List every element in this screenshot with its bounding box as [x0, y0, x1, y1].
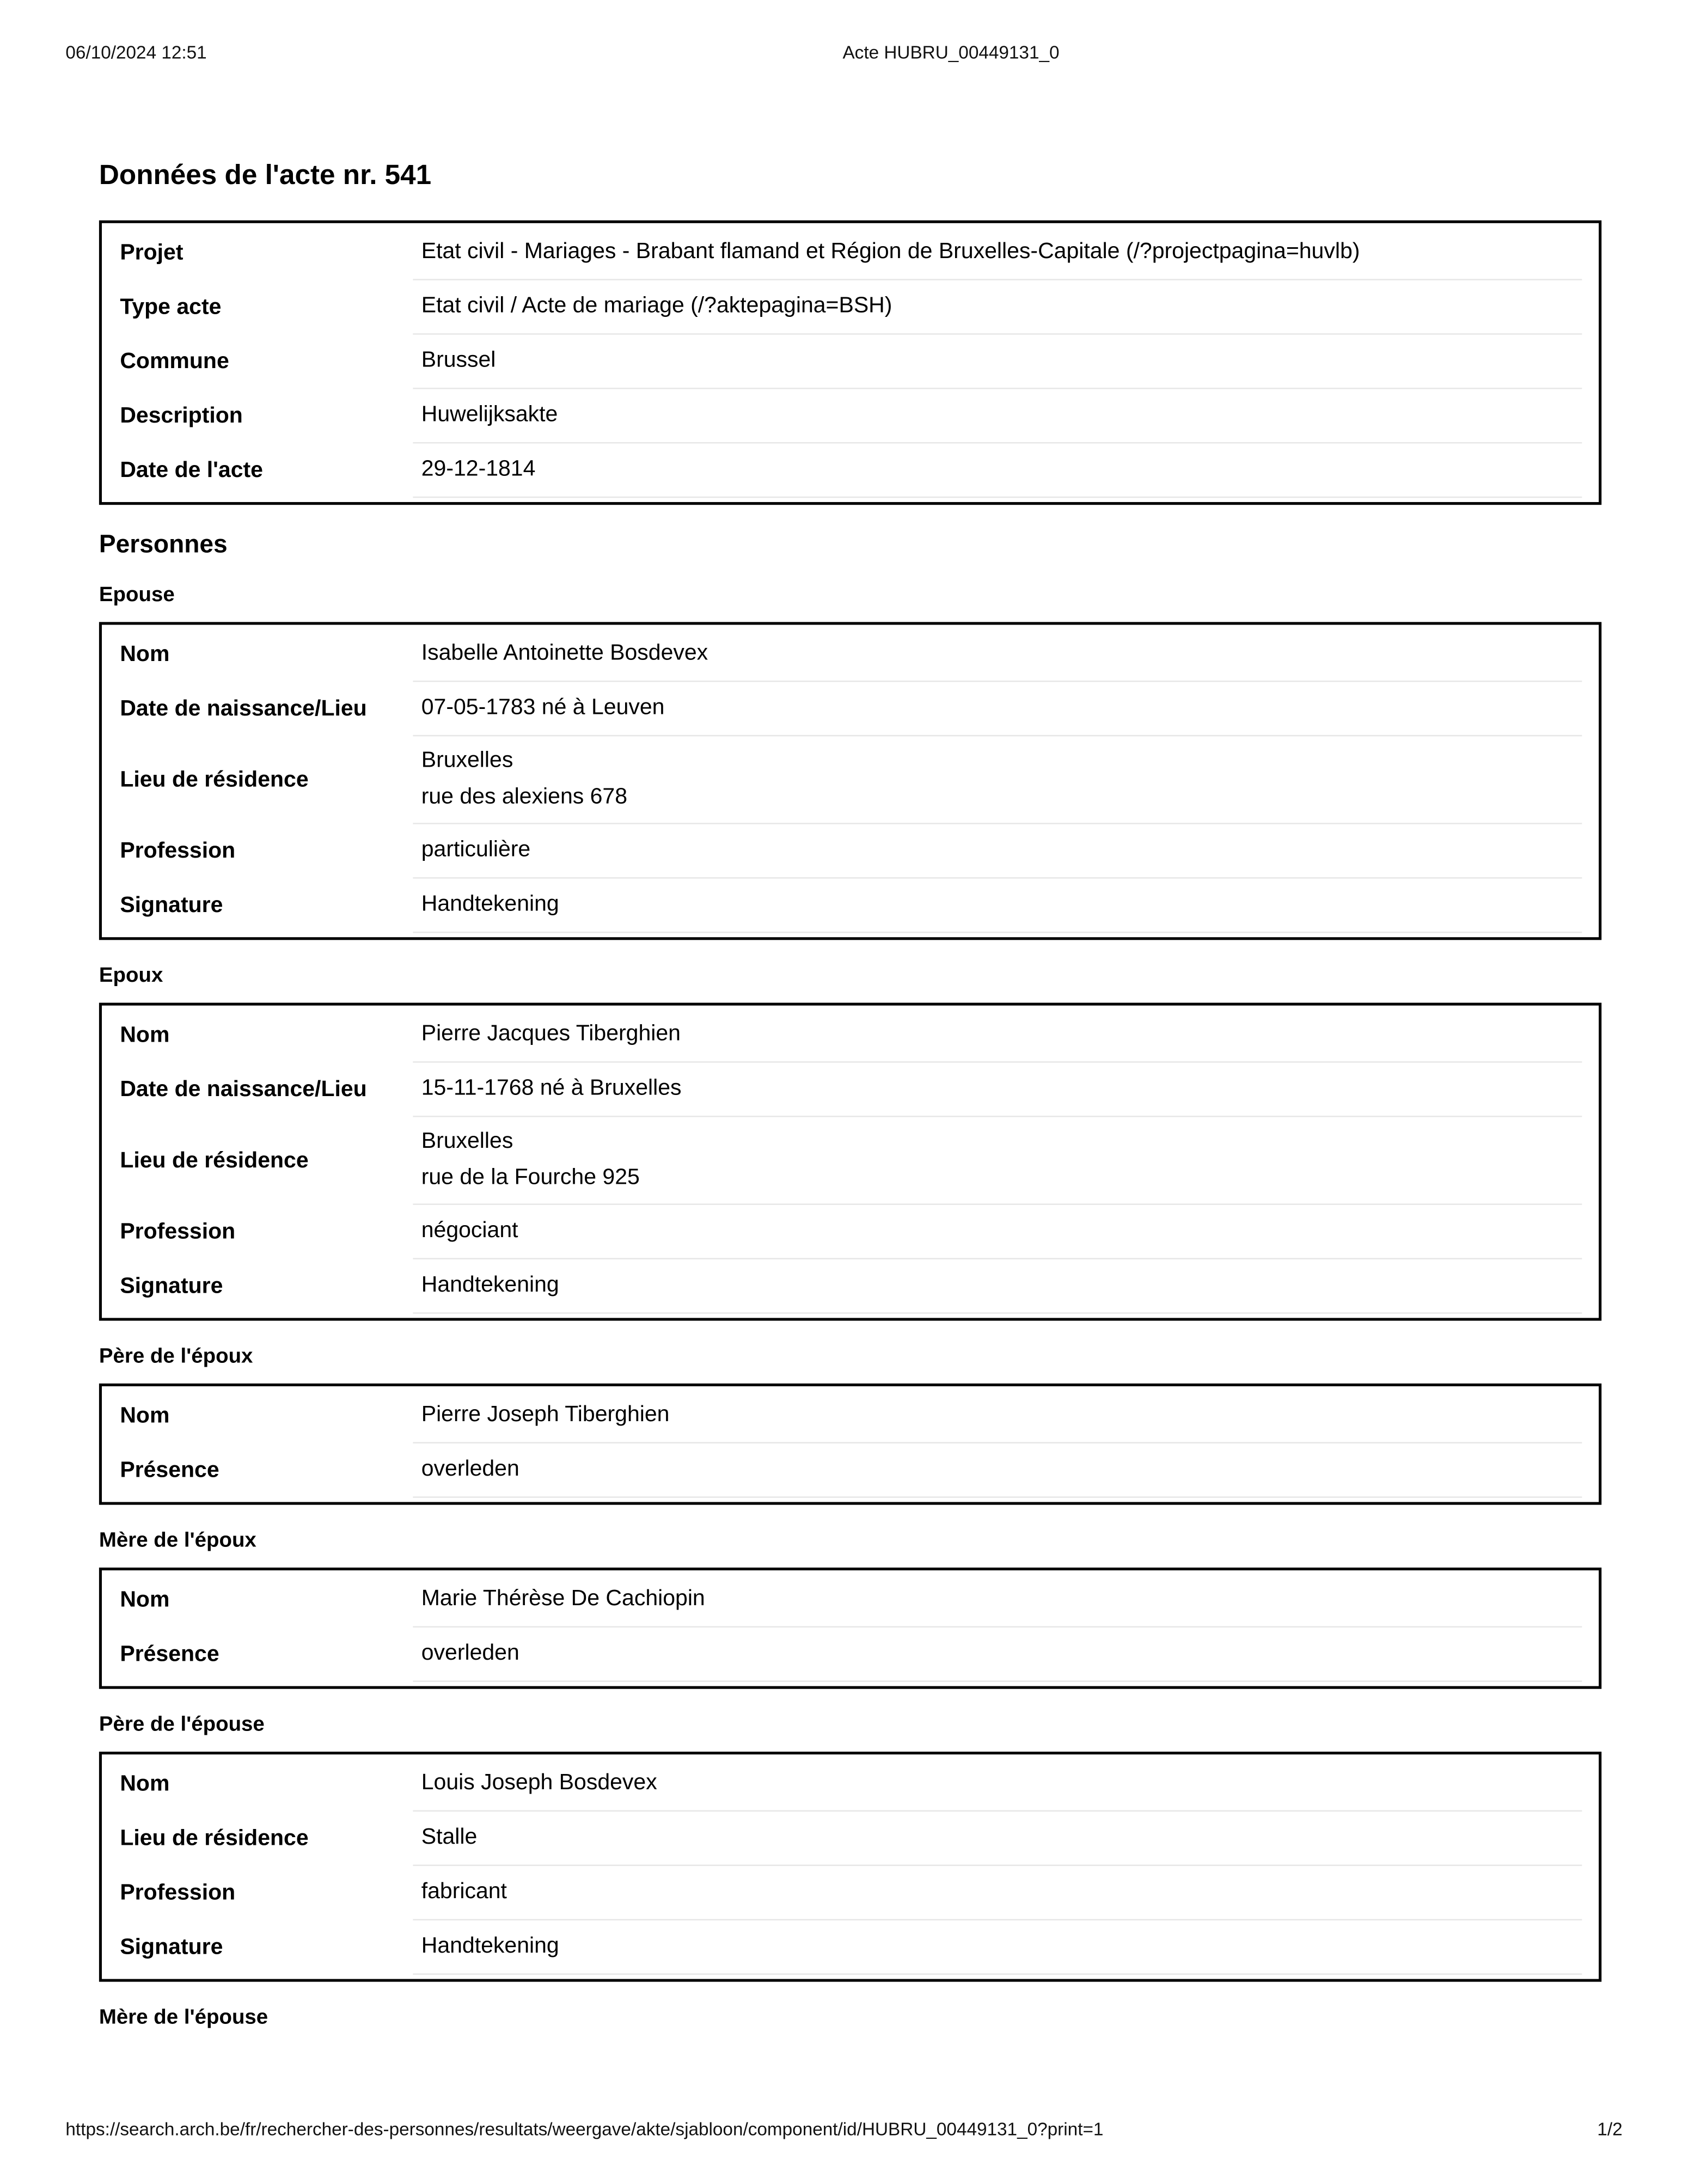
row-value-link[interactable]: [413, 280, 1582, 335]
row-label: Profession: [120, 839, 236, 863]
row-label: Nom: [120, 1023, 170, 1047]
table-row: [102, 226, 1599, 280]
value-line: Handtekening: [421, 1273, 559, 1298]
row-value: [413, 335, 1582, 389]
row-value: [413, 1008, 1582, 1063]
table-row: [102, 1443, 1599, 1498]
row-label: Date de naissance/Lieu: [120, 696, 367, 720]
section-heading-mere-epoux: Mère de l'époux: [99, 1528, 256, 1552]
table-row: [102, 1259, 1599, 1314]
section-heading-pere-epouse: Père de l'épouse: [99, 1712, 265, 1736]
value-line: négociant: [421, 1219, 518, 1243]
value-line: Pierre Jacques Tiberghien: [421, 1022, 681, 1046]
row-value: [413, 1205, 1582, 1259]
value-line: Huwelijksakte: [421, 403, 558, 427]
table-row: [102, 1205, 1599, 1259]
row-value: [413, 1389, 1582, 1443]
table-row: [102, 1008, 1599, 1063]
row-value: [413, 1117, 1582, 1205]
pere-epouse-table: [99, 1752, 1601, 1982]
row-value-link[interactable]: [413, 226, 1582, 280]
row-label: Lieu de résidence: [120, 767, 309, 792]
table-row: [102, 1573, 1599, 1628]
table-row: [102, 879, 1599, 933]
table-row: [102, 1628, 1599, 1682]
personnes-heading: Personnes: [99, 530, 228, 558]
document-title: Données de l'acte nr. 541: [99, 160, 432, 191]
row-value: [413, 1573, 1582, 1628]
epouse-table: [99, 622, 1601, 940]
value-line: Etat civil - Mariages - Brabant flamand et Région de Bruxelles-Capitale (/?projectpagina=huvlb): [421, 240, 1360, 264]
value-line: overleden: [421, 1457, 519, 1482]
row-value: [413, 389, 1582, 444]
row-value: [413, 1259, 1582, 1314]
row-value: [413, 1443, 1582, 1498]
section-heading-epoux: Epoux: [99, 963, 163, 988]
row-label: Type acte: [120, 295, 222, 319]
row-label: Profession: [120, 1880, 236, 1905]
value-line: Bruxelles: [421, 749, 513, 773]
row-value: [413, 443, 1582, 498]
act-data-table: [99, 221, 1601, 505]
row-value: [413, 682, 1582, 736]
print-footer-page-number: 1/2: [1597, 2118, 1623, 2140]
row-value: [413, 1812, 1582, 1866]
value-line: Brussel: [421, 348, 496, 372]
pere-epoux-table: [99, 1384, 1601, 1505]
row-label: Signature: [120, 1935, 223, 1959]
row-value: [413, 1866, 1582, 1920]
section-heading-epouse: Epouse: [99, 583, 175, 607]
row-label: Lieu de résidence: [120, 1826, 309, 1850]
value-line: Marie Thérèse De Cachiopin: [421, 1587, 705, 1611]
table-row: [102, 280, 1599, 335]
value-line: Stalle: [421, 1825, 478, 1850]
table-row: [102, 335, 1599, 389]
row-label: Présence: [120, 1458, 219, 1482]
row-label: Signature: [120, 1274, 223, 1298]
row-label: Nom: [120, 1772, 170, 1796]
table-row: [102, 1117, 1599, 1205]
value-line: Pierre Joseph Tiberghien: [421, 1403, 670, 1427]
row-label: Nom: [120, 642, 170, 666]
value-line: Handtekening: [421, 1934, 559, 1959]
row-value: [413, 1920, 1582, 1975]
table-row: [102, 824, 1599, 879]
print-header-datetime: 06/10/2024 12:51: [65, 41, 207, 63]
value-line: Isabelle Antoinette Bosdevex: [421, 641, 708, 665]
table-row: [102, 1063, 1599, 1117]
row-label: Lieu de résidence: [120, 1148, 309, 1172]
mere-epoux-table: [99, 1568, 1601, 1689]
row-label: Description: [120, 403, 243, 428]
row-label: Présence: [120, 1642, 219, 1666]
row-value: [413, 736, 1582, 824]
row-value: [413, 824, 1582, 879]
table-row: [102, 443, 1599, 498]
value-line: particulière: [421, 838, 531, 862]
value-line: fabricant: [421, 1880, 507, 1904]
value-line: Handtekening: [421, 892, 559, 916]
table-row: [102, 1812, 1599, 1866]
document-content: [99, 0, 1601, 2030]
print-header-title: Acte HUBRU_00449131_0: [842, 41, 1060, 63]
row-value: [413, 628, 1582, 682]
value-line: 15-11-1768 né à Bruxelles: [421, 1076, 682, 1100]
table-row: [102, 628, 1599, 682]
table-row: [102, 1866, 1599, 1920]
value-line: Louis Joseph Bosdevex: [421, 1771, 657, 1795]
table-row: [102, 1920, 1599, 1975]
value-line: Etat civil / Acte de mariage (/?aktepagina=BSH): [421, 294, 892, 318]
row-value: [413, 1063, 1582, 1117]
table-row: [102, 736, 1599, 824]
epoux-table: [99, 1003, 1601, 1321]
row-label: Commune: [120, 349, 229, 374]
print-footer-url: https://search.arch.be/fr/rechercher-des-personnes/resultats/weergave/akte/sjabloon/component/id/HUBRU_00449131_0?print=1: [65, 2118, 1104, 2140]
row-value: [413, 1628, 1582, 1682]
table-row: [102, 389, 1599, 444]
value-line: Bruxelles: [421, 1129, 513, 1154]
table-row: [102, 1757, 1599, 1812]
row-label: Nom: [120, 1588, 170, 1612]
row-label: Date de naissance/Lieu: [120, 1077, 367, 1102]
row-value: [413, 879, 1582, 933]
row-label: Date de l'acte: [120, 458, 263, 482]
row-value: [413, 1757, 1582, 1812]
value-line: overleden: [421, 1641, 519, 1666]
value-line: rue de la Fourche 925: [421, 1166, 640, 1190]
row-label: Profession: [120, 1219, 236, 1244]
section-heading-pere-epoux: Père de l'époux: [99, 1344, 253, 1368]
value-line: 29-12-1814: [421, 457, 536, 481]
value-line: 07-05-1783 né à Leuven: [421, 696, 665, 720]
table-row: [102, 682, 1599, 736]
row-label: Nom: [120, 1403, 170, 1428]
table-row: [102, 1389, 1599, 1443]
value-line: rue des alexiens 678: [421, 785, 628, 809]
row-label: Projet: [120, 240, 184, 265]
row-label: Signature: [120, 893, 223, 917]
section-heading-mere-epouse: Mère de l'épouse: [99, 2005, 268, 2029]
